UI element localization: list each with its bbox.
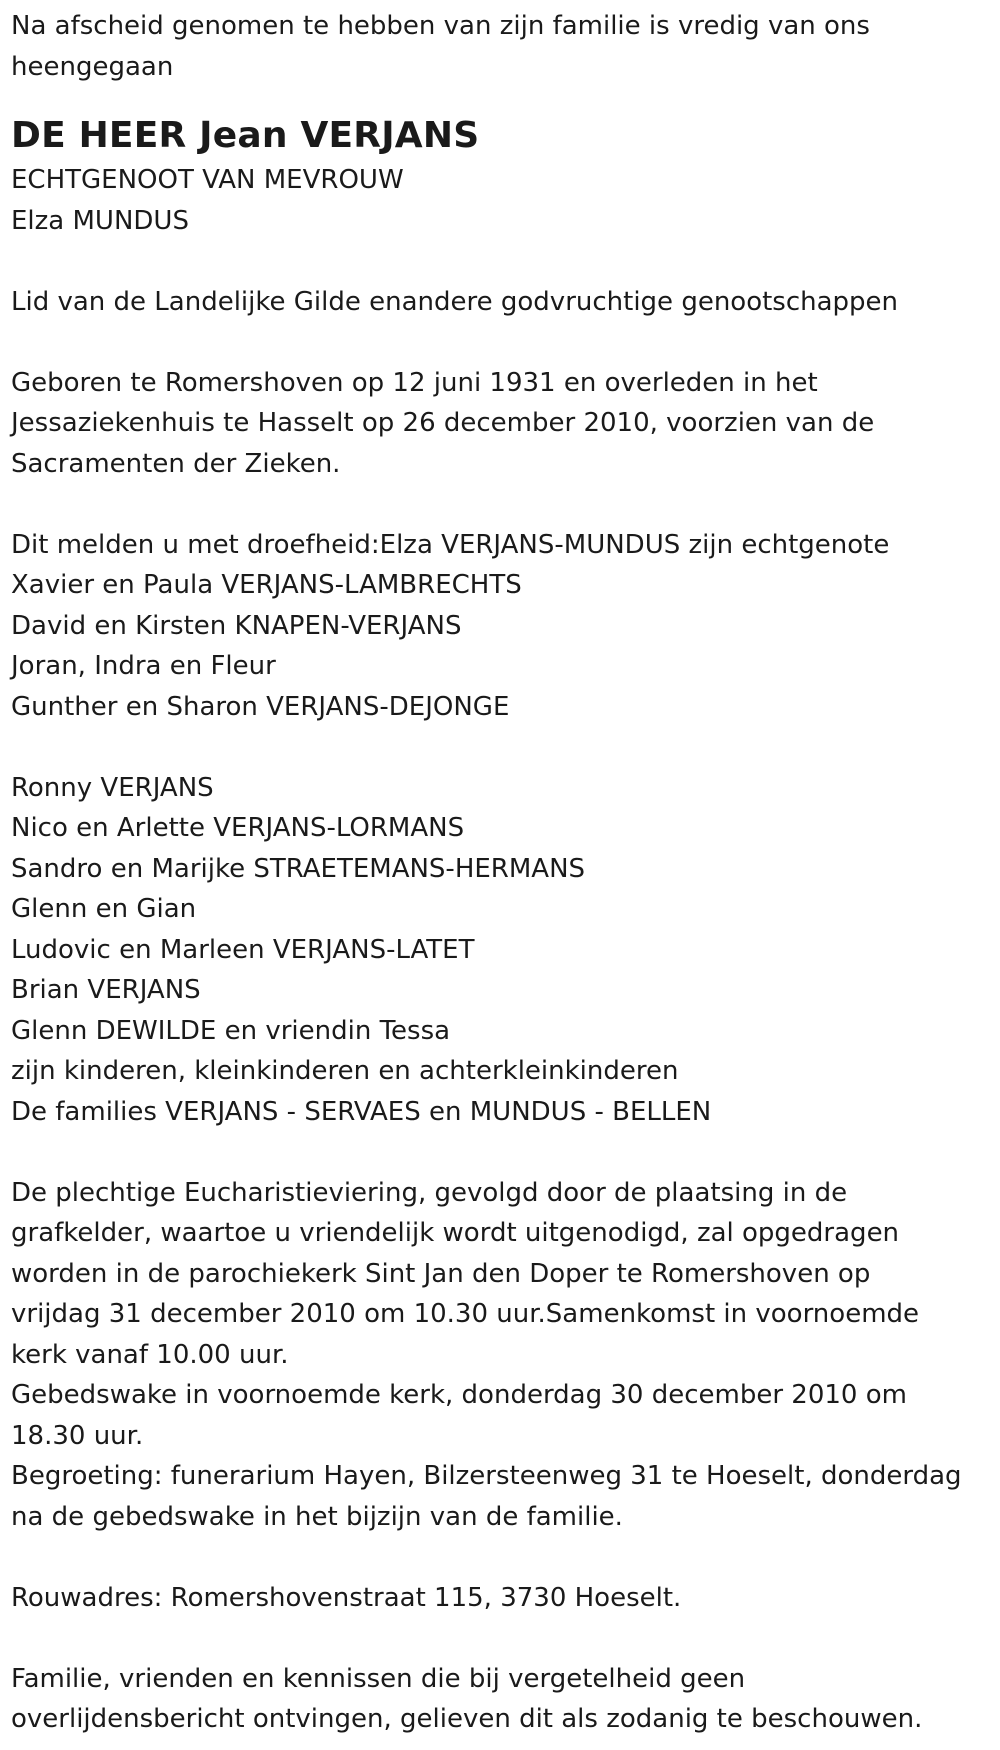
ceremony-line: vrijdag 31 december 2010 om 10.30 uur.Samenkomst in voornoemde — [11, 1299, 920, 1329]
membership-text: Lid van de Landelijke Gilde enandere godvruchtige genootschappen — [11, 286, 899, 317]
membership-section — [11, 282, 996, 323]
mourner-line: zijn kinderen, kleinkinderen en achterkleinkinderen — [11, 1056, 679, 1086]
mourner-line: Sandro en Marijke STRAETEMANS-HERMANS — [11, 853, 586, 884]
birth-death-line: Geboren te Romershoven op 12 juni 1931 en overleden in het — [11, 367, 818, 398]
spacer — [11, 241, 996, 282]
spacer — [11, 1537, 996, 1578]
ceremony-line: worden in de parochiekerk Sint Jan den Doper te Romershoven op — [11, 1258, 871, 1289]
spouse-label: ECHTGENOOT VAN MEVROUW — [11, 165, 404, 195]
mourners-group-1 — [11, 525, 996, 728]
obituary-notice — [11, 0, 996, 1740]
mourners-group-2 — [11, 768, 996, 1133]
deceased-name-title: DE HEER Jean VERJANS — [11, 115, 480, 156]
mourner-line: Joran, Indra en Fleur — [11, 651, 276, 681]
spacer — [11, 1618, 996, 1659]
intro-text: Na afscheid genomen te hebben van zijn familie is vredig van ons heengegaan — [11, 11, 870, 82]
mourner-line: Gunther en Sharon VERJANS-DEJONGE — [11, 691, 510, 722]
ceremony-line: De plechtige Eucharistieviering, gevolgd door de plaatsing in de — [11, 1177, 848, 1208]
mourning-address-section — [11, 1578, 996, 1619]
closing-line: overlijdensbericht ontvingen, gelieven dit als zodanig te beschouwen. — [11, 1704, 923, 1734]
mourner-line: David en Kirsten KNAPEN-VERJANS — [11, 610, 462, 641]
mourner-line: Ronny VERJANS — [11, 772, 214, 803]
birth-death-line: Sacramenten der Zieken. — [11, 448, 341, 479]
mourner-line: Dit melden u met droefheid:Elza VERJANS-MUNDUS zijn echtgenote — [11, 529, 890, 560]
birth-death-section — [11, 363, 996, 485]
spouse-section — [11, 160, 996, 241]
mourner-line: De families VERJANS - SERVAES en MUNDUS - BELLEN — [11, 1096, 712, 1127]
closing-line: Familie, vrienden en kennissen die bij vergetelheid geen — [11, 1663, 746, 1694]
closing-section — [11, 1659, 996, 1740]
mourning-address: Rouwadres: Romershovenstraat 115, 3730 Hoeselt. — [11, 1582, 682, 1613]
intro-section — [11, 0, 996, 87]
spacer — [11, 1132, 996, 1173]
ceremony-line: grafkelder, waartoe u vriendelijk wordt uitgenodigd, zal opgedragen — [11, 1218, 900, 1248]
mourner-line: Glenn en Gian — [11, 894, 197, 924]
spouse-name: Elza MUNDUS — [11, 205, 189, 236]
spacer — [11, 727, 996, 768]
mourner-line: Xavier en Paula VERJANS-LAMBRECHTS — [11, 570, 522, 600]
mourner-line: Glenn DEWILDE en vriendin Tessa — [11, 1015, 451, 1046]
mourner-line: Ludovic en Marleen VERJANS-LATET — [11, 934, 475, 965]
ceremony-line: na de gebedswake in het bijzijn van de familie. — [11, 1501, 623, 1532]
ceremony-line: 18.30 uur. — [11, 1420, 144, 1451]
spacer — [11, 322, 996, 363]
ceremony-line: Gebedswake in voornoemde kerk, donderdag 30 december 2010 om — [11, 1380, 907, 1410]
ceremony-line: Begroeting: funerarium Hayen, Bilzersteenweg 31 te Hoeselt, donderdag — [11, 1461, 962, 1491]
mourner-line: Brian VERJANS — [11, 975, 201, 1005]
spacer — [11, 484, 996, 525]
birth-death-line: Jessaziekenhuis te Hasselt op 26 december 2010, voorzien van de — [11, 408, 875, 438]
ceremony-line: kerk vanaf 10.00 uur. — [11, 1339, 289, 1370]
ceremony-section — [11, 1173, 996, 1538]
mourner-line: Nico en Arlette VERJANS-LORMANS — [11, 813, 465, 843]
